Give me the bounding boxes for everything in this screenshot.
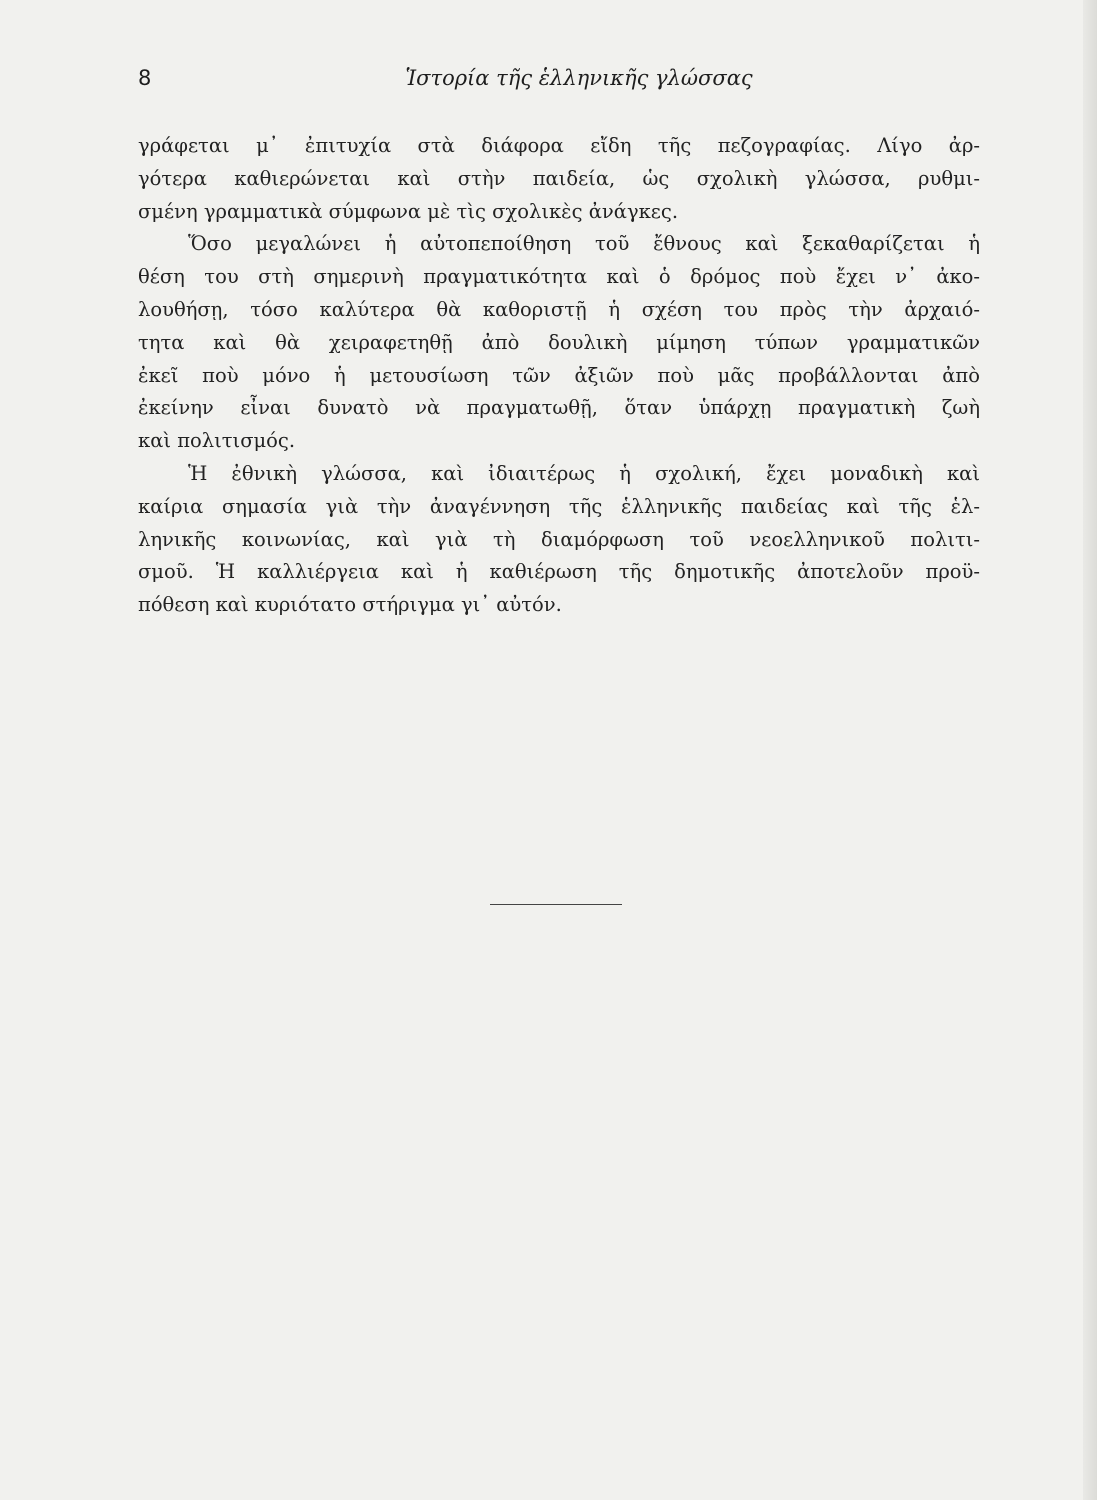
running-title: Ἱστορία τῆς ἑλληνικῆς γλώσσας: [405, 66, 753, 90]
text-line: καίρια σημασία γιὰ τὴν ἀναγέννηση τῆς ἑλληνικῆς παιδείας καὶ τῆς ἑλ-: [138, 494, 980, 518]
page-header: [138, 66, 980, 98]
text-line: γράφεται μ᾽ ἐπιτυχία στὰ διάφορα εἴδη τῆς πεζογραφίας. Λίγο ἀρ-: [138, 134, 980, 157]
page-number: 8: [138, 66, 152, 90]
text-line: Ἡ ἐθνικὴ γλώσσα, καὶ ἰδιαιτέρως ἡ σχολική, ἔχει μοναδικὴ καὶ: [188, 461, 980, 485]
text-line: σμένη γραμματικὰ σύμφωνα μὲ τὶς σχολικὲς ἀνάγκες.: [138, 199, 679, 223]
text-line: ἐκεῖ ποὺ μόνο ἡ μετουσίωση τῶν ἀξιῶν ποὺ μᾶς προβάλλονται ἀπὸ: [138, 363, 980, 387]
text-line: λουθήσῃ, τόσο καλύτερα θὰ καθοριστῇ ἡ σχέση του πρὸς τὴν ἀρχαιό-: [138, 297, 980, 321]
section-separator: [490, 904, 622, 905]
text-line: Ὅσο μεγαλώνει ἡ αὐτοπεποίθηση τοῦ ἔθνους καὶ ξεκαθαρίζεται ἡ: [188, 232, 980, 256]
text-line: ληνικῆς κοινωνίας, καὶ γιὰ τὴ διαμόρφωση τοῦ νεοελληνικοῦ πολιτι-: [138, 527, 980, 551]
text-line: θέση του στὴ σημερινὴ πραγματικότητα καὶ ὁ δρόμος ποὺ ἔχει ν᾽ ἀκο-: [138, 265, 980, 289]
page-edge: [1083, 0, 1097, 1500]
body-text: [138, 130, 980, 622]
text-line: γότερα καθιερώνεται καὶ στὴν παιδεία, ὡς σχολικὴ γλώσσα, ρυθμι-: [138, 166, 980, 190]
text-line: τητα καὶ θὰ χειραφετηθῇ ἀπὸ δουλικὴ μίμηση τύπων γραμματικῶν: [138, 330, 980, 354]
text-line: καὶ πολιτισμός.: [138, 429, 296, 453]
text-line: σμοῦ. Ἡ καλλιέργεια καὶ ἡ καθιέρωση τῆς δημοτικῆς ἀποτελοῦν προϋ-: [138, 560, 980, 584]
text-line: πόθεση καὶ κυριότατο στήριγμα γι᾽ αὐτόν.: [138, 593, 562, 617]
text-line: ἐκείνην εἶναι δυνατὸ νὰ πραγματωθῇ, ὅταν ὑπάρχῃ πραγματικὴ ζωὴ: [138, 396, 980, 420]
